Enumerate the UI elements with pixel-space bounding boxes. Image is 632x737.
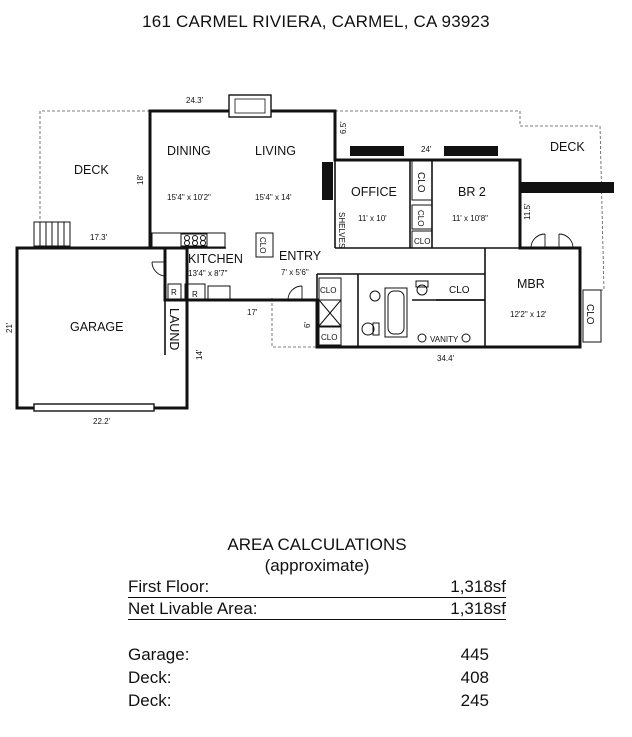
kitchen-label: KITCHEN (188, 252, 243, 266)
mbr-label: MBR (517, 277, 545, 291)
area-calculations (128, 534, 506, 712)
garage-door (34, 404, 154, 411)
entry-dim: 7' x 5'6" (281, 268, 309, 277)
living-label: LIVING (255, 144, 296, 158)
clo-br2-label: CLO (414, 237, 431, 246)
area-label: Deck: (128, 668, 172, 687)
area-label: Deck: (128, 691, 172, 710)
area-row-first-floor (128, 576, 506, 598)
living-dim: 15'4" x 14' (255, 193, 292, 202)
dim-6: 6' (303, 322, 312, 328)
right-deck-rail (520, 182, 614, 193)
dim-21: 21' (5, 322, 14, 333)
area-label: Net Livable Area: (128, 599, 258, 618)
clo-entry-top-label: CLO (320, 286, 337, 295)
dim-34-4: 34.4' (437, 354, 455, 363)
office-window (350, 146, 404, 156)
clo-bath-label: CLO (449, 285, 470, 296)
mbr-dim: 12'2" x 12' (510, 310, 547, 319)
garage-label: GARAGE (70, 320, 124, 334)
dim-14: 14' (195, 349, 204, 360)
dining-dim: 15'4" x 10'2" (167, 193, 211, 202)
r-label-2: R (192, 290, 198, 299)
right-deck-outline (335, 111, 604, 290)
shelves-label: SHELVES (337, 212, 346, 249)
br2-window (444, 146, 498, 156)
area-label: Garage: (128, 645, 190, 664)
area-row-net-livable (128, 598, 506, 620)
clo-mbr-right-label: CLO (584, 304, 595, 325)
office-label: OFFICE (351, 185, 397, 199)
dim-24: 24' (421, 145, 432, 154)
br2-dim: 11' x 10'8" (452, 214, 488, 223)
deck-stairs (34, 222, 70, 246)
area-value: 445 (460, 645, 489, 664)
dim-22-2: 22.2' (93, 417, 111, 426)
dining-label: DINING (167, 144, 211, 158)
deck-left-label: DECK (74, 163, 109, 177)
dim-24-3: 24.3' (186, 96, 204, 105)
dim-18: 18' (136, 174, 145, 185)
area-row-deck-2 (128, 689, 506, 712)
clo-kitchen-label: CLO (258, 237, 267, 254)
deck-right-label: DECK (550, 140, 585, 154)
r-label-1: R (171, 288, 177, 297)
area-subheading: (approximate) (264, 556, 370, 575)
area-value: 408 (460, 668, 489, 687)
office-wall-bar (322, 162, 333, 200)
area-row-garage (128, 643, 506, 666)
dim-6-5: 6.5' (339, 121, 348, 134)
area-value: 245 (460, 691, 489, 710)
dim-17-3: 17.3' (90, 233, 108, 242)
clo-entry-bottom-label: CLO (321, 333, 338, 342)
area-value: 1,318sf (450, 577, 506, 596)
door-swings (152, 234, 573, 300)
area-value: 1,318sf (450, 599, 506, 618)
office-dim: 11' x 10' (358, 214, 387, 223)
br2-label: BR 2 (458, 185, 486, 199)
property-address-title: 161 CARMEL RIVIERA, CARMEL, CA 93923 (142, 12, 490, 31)
area-heading: AREA CALCULATIONS (227, 535, 407, 554)
dim-11-5: 11.5' (523, 203, 532, 220)
area-label: First Floor: (128, 577, 210, 596)
kitchen-dim: 13'4" x 8'7" (188, 269, 228, 278)
entry-label: ENTRY (279, 249, 322, 263)
laund-label: LAUND (167, 308, 181, 351)
clo-office-label: CLO (415, 172, 426, 193)
kitchen-counter (152, 233, 225, 247)
clo-small-label: CLO (416, 210, 425, 227)
dim-17: 17' (247, 308, 258, 317)
vanity-label: VANITY (430, 335, 459, 344)
area-row-deck-1 (128, 666, 506, 689)
